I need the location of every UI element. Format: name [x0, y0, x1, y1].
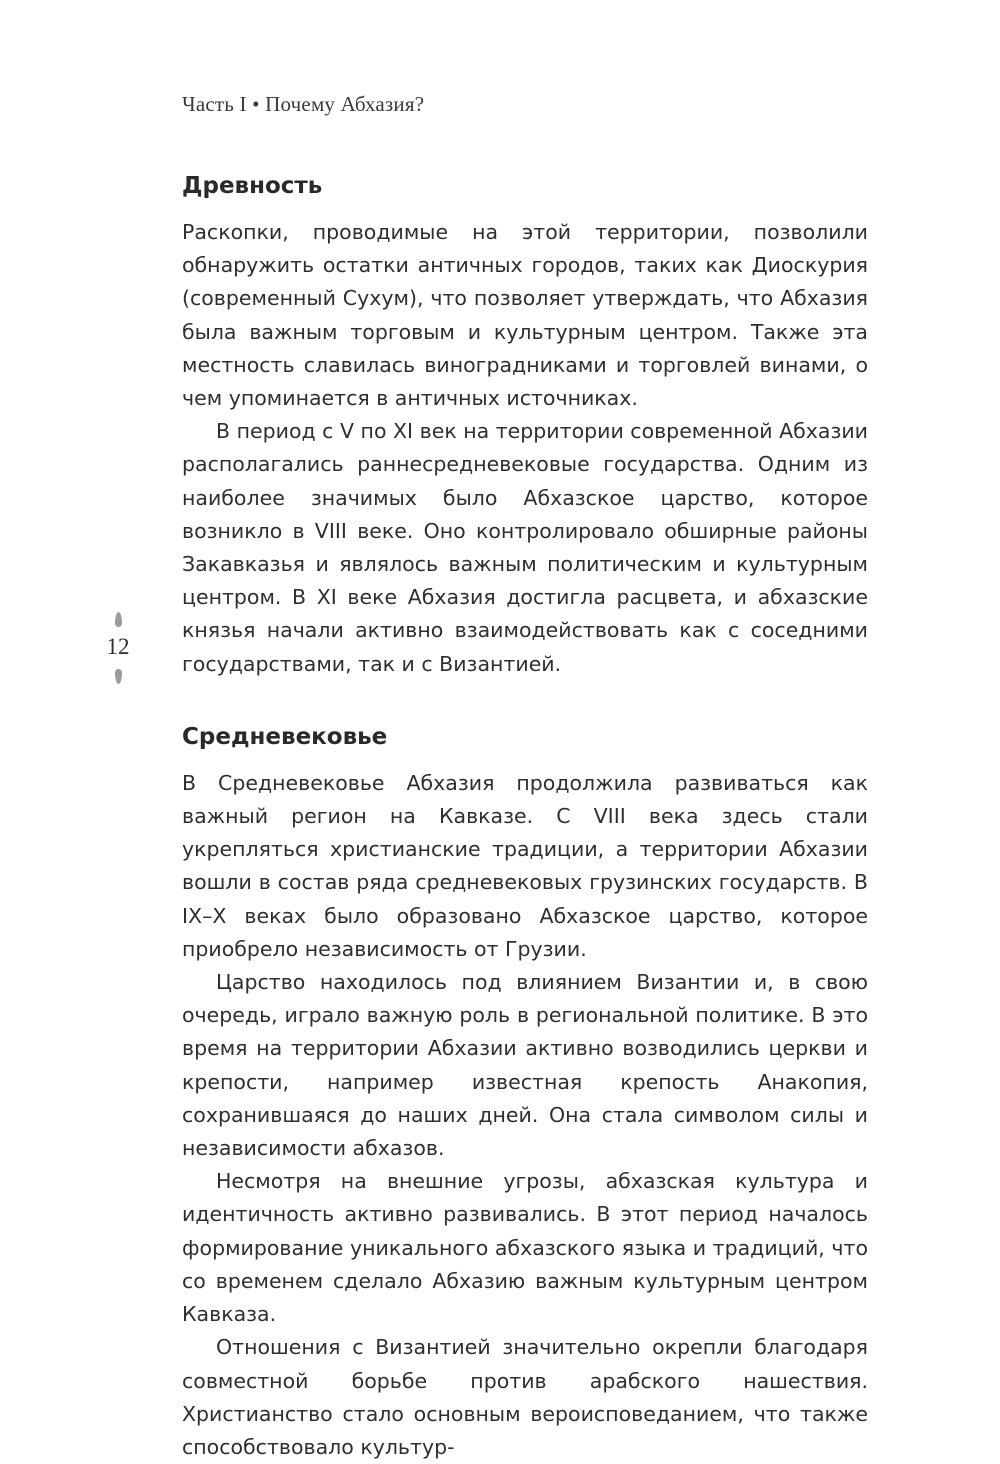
paragraph: В период с V по XI век на территории современной Абхазии располагались раннесредневековые государства. Одним из наиболее значимых было Абхазское царство, которое возникло в VIII веке. Оно контролировало обширные районы Закавказья и являлось важным политическим и культурным центром. В XI веке Абхазия достигла расцвета, и абхазские князья начали активно взаимодействовать как с соседними государствами, так и с Византией. — [182, 419, 868, 676]
section-antiquity — [182, 168, 868, 681]
paragraph: Раскопки, проводимые на этой территории, позволили обнаружить остатки античных городов, таких как Диоскурия (современный Сухум), что позволяет утверждать, что Абхазия была важным торговым и культурным центром. Также эта местность славилась виноградниками и торговлей винами, о чем упоминается в античных источниках. — [182, 220, 868, 411]
ornament-drop-top-icon — [115, 612, 122, 627]
paragraph: Несмотря на внешние угрозы, абхазская культура и идентичность активно развивались. В этот период началось формирование уникального абхазского языка и традиций, что со временем сделало Абхазию важным культурным центром Кавказа. — [182, 1169, 868, 1327]
section-title: Древность — [182, 173, 323, 199]
section-middle-ages — [182, 719, 868, 1464]
page-folio — [98, 612, 138, 684]
paragraph: Царство находилось под влиянием Византии и, в свою очередь, играло важную роль в региональной политике. В это время на территории Абхазии активно возводились церкви и крепости, например известная крепость Анакопия, сохранившаяся до наших дней. Она стала символом силы и независимости абхазов. — [182, 970, 868, 1161]
section-title: Средневековье — [182, 723, 388, 750]
ornament-drop-bottom-icon — [115, 669, 122, 684]
paragraph: Отношения с Византией значительно окрепли благодаря совместной борьбе против арабского нашествия. Христианство стало основным вероисповеданием, что также способствовало культур- — [182, 1335, 868, 1459]
paragraph: В Средневековье Абхазия продолжила развиваться как важный регион на Кавказе. С VIII века здесь стали укрепляться христианские традиции, а территории Абхазии вошли в состав ряда средневековых грузинских государств. В IX–X веках было образовано Абхазское царство, которое приобрело независимость от Грузии. — [182, 770, 868, 961]
page-body — [182, 168, 868, 1464]
running-head: Часть I • Почему Абхазия? — [182, 92, 425, 116]
page-number: 12 — [106, 634, 130, 659]
